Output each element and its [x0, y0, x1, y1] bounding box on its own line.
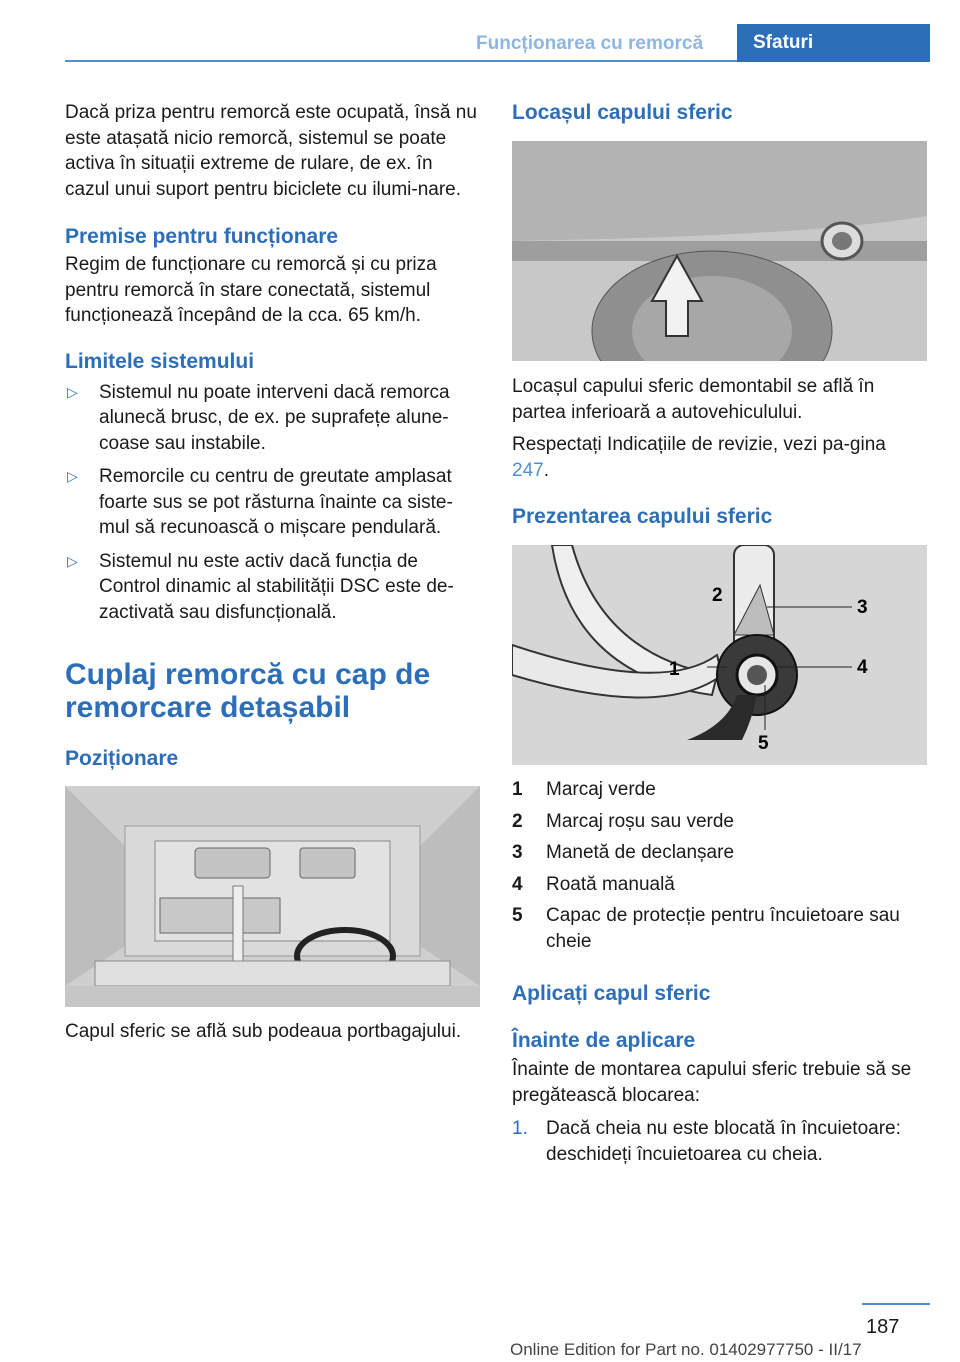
prereq-paragraph: Regim de funcționare cu remorcă și cu priza pentru remorcă în stare conectată, sistemul funcționează începând de la cca. 65 km/h. [65, 254, 437, 326]
list-item [65, 549, 480, 626]
apply-heading: Aplicați capul sferic [512, 982, 711, 1005]
footer-rule [862, 1303, 930, 1305]
header-tab-label: Sfaturi [753, 32, 814, 53]
legend-text: Marcaj roșu sau verde [546, 810, 734, 832]
location-heading: Locașul capului sferic [512, 101, 733, 124]
overview-heading: Prezentarea capului sferic [512, 505, 773, 528]
left-column [65, 100, 480, 1045]
step-number: 1. [512, 1118, 528, 1139]
position-caption: Capul sferic se află sub podeaua portbagajului. [65, 1021, 462, 1042]
callout-3: 3 [857, 597, 868, 618]
section-title: Cuplaj remorcă cu cap de remorcare detașabil [65, 658, 431, 724]
legend-number: 2 [512, 810, 523, 832]
legend-item [512, 840, 927, 866]
legend-text: Capac de protecție pentru încuietoare sau cheie [546, 905, 900, 952]
steps-list [512, 1116, 927, 1167]
callout-1: 1 [669, 659, 680, 680]
vehicle-underside-figure [512, 141, 927, 361]
callout-4: 4 [857, 657, 868, 678]
bullet-triangle-icon: ▷ [67, 468, 78, 484]
legend-item [512, 872, 927, 898]
ball-head-figure [512, 545, 927, 765]
legend-number: 5 [512, 905, 523, 926]
limits-heading: Limitele sistemului [65, 349, 255, 373]
list-item [65, 464, 480, 541]
header-tab [737, 24, 930, 62]
edition-note: Online Edition for Part no. 01402977750 - II/17 [510, 1340, 862, 1359]
trunk-floor-figure [65, 786, 480, 1007]
page-number: 187 [866, 1316, 900, 1338]
list-item [65, 380, 480, 457]
legend-item [512, 809, 927, 835]
step-text: Dacă cheia nu este blocată în încuietoare: deschideți încuietoarea cu cheia. [546, 1118, 901, 1165]
prereq-heading: Premise pentru funcționare [65, 225, 339, 248]
service-text: Respectați Indicațiile de revizie, vezi pa‐gina [512, 434, 886, 455]
header-section-title: Funcționarea cu remorcă [476, 33, 704, 54]
legend-number: 3 [512, 842, 523, 863]
limits-item-text: Remorcile cu centru de greutate amplasat foarte sus se pot răsturna înainte ca siste‐mul să recunoască o mișcare pendulară. [99, 466, 453, 538]
page-link[interactable]: 247 [512, 459, 544, 481]
legend-list [512, 777, 927, 954]
legend-number: 4 [512, 873, 523, 895]
position-heading: Poziționare [65, 747, 179, 770]
intro-paragraph: Dacă priza pentru remorcă este ocupată, însă nu este atașată nicio remorcă, sistemul se poate activa în situații extreme de rulare, de ex. în cazul unui suport pentru biciclete cu ilumi‐nare. [65, 102, 477, 200]
limits-list [65, 380, 480, 626]
right-column [512, 100, 927, 1167]
limits-item-text: Sistemul nu este activ dacă funcția de Control dinamic al stabilității DSC este de‐zactivată sau disfuncțională. [99, 550, 454, 623]
bullet-triangle-icon: ▷ [67, 552, 78, 569]
legend-item [512, 777, 927, 803]
callout-2: 2 [712, 585, 723, 606]
legend-text: Roată manuală [546, 873, 675, 895]
before-paragraph: Înainte de montarea capului sferic trebuie să se pregătească blocarea: [512, 1059, 912, 1106]
before-heading: Înainte de aplicare [512, 1029, 696, 1052]
step-item [512, 1116, 927, 1167]
legend-number: 1 [512, 779, 523, 800]
service-text-end: . [543, 459, 549, 481]
limits-item-text: Sistemul nu poate interveni dacă remorca alunecă brusc, de ex. pe suprafețe alune‐coase sau instabile. [99, 381, 450, 454]
callout-5: 5 [758, 733, 769, 754]
bullet-triangle-icon: ▷ [67, 383, 78, 400]
legend-item [512, 903, 927, 954]
location-paragraph: Locașul capului sferic demontabil se află în partea inferioară a autovehiculului. [512, 376, 875, 423]
legend-text: Manetă de declanșare [546, 842, 735, 863]
service-paragraph [512, 432, 927, 483]
legend-text: Marcaj verde [546, 779, 656, 800]
